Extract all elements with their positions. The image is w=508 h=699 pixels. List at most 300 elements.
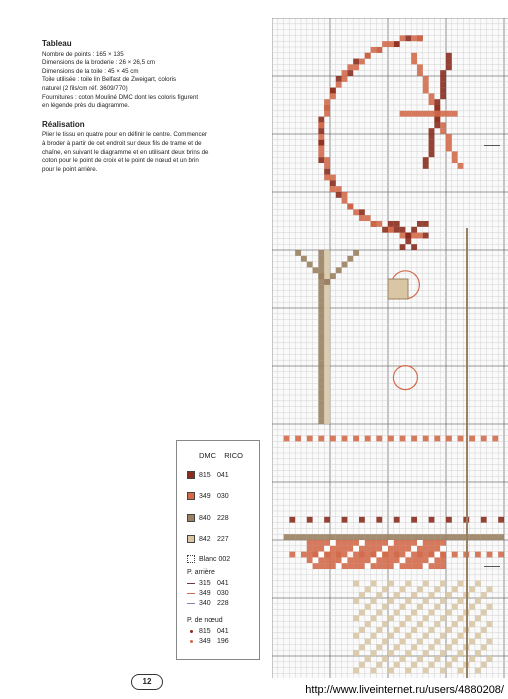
legend-cross-815 <box>187 469 229 481</box>
stitch-cell <box>440 534 446 540</box>
stitch-cell <box>417 563 423 569</box>
stitch-cell <box>347 64 353 70</box>
stitch-cell <box>342 76 348 82</box>
stitch-cell <box>434 540 440 546</box>
stitch-cell <box>423 563 429 569</box>
stitch-cell <box>301 534 307 540</box>
stitch-cell <box>446 517 452 523</box>
stitch-cell <box>446 436 452 442</box>
stitch-cell <box>353 633 359 639</box>
stitch-cell <box>382 534 388 540</box>
stitch-cell <box>313 552 319 558</box>
stitch-cell <box>394 563 400 569</box>
stitch-cell <box>336 552 342 558</box>
stitch-cell <box>336 540 342 546</box>
stitch-cell <box>376 557 382 563</box>
legend-cross-842 <box>187 533 229 545</box>
stitch-cell <box>487 552 493 558</box>
stitch-cell <box>359 546 365 552</box>
tableau-line: en légende près du diagramme. <box>42 102 130 110</box>
stitch-cell <box>318 563 324 569</box>
stitch-cell <box>324 175 330 181</box>
stitch-cell <box>423 436 429 442</box>
stitch-cell <box>498 552 504 558</box>
rico-code: 228 <box>217 514 229 522</box>
stitch-cell <box>324 157 330 163</box>
stitch-cell <box>475 650 481 656</box>
stitch-cell <box>434 586 440 592</box>
stitch-cell <box>359 215 365 221</box>
stitch-cell <box>417 70 423 76</box>
line-349-icon <box>187 593 195 594</box>
stitch-cell <box>388 563 394 569</box>
rico-code: 041 <box>217 627 229 635</box>
stitch-cell <box>498 534 504 540</box>
stitch-cell <box>324 534 330 540</box>
stitch-cell <box>324 546 330 552</box>
stitch-cell <box>342 198 348 204</box>
stitch-cell <box>365 436 371 442</box>
stitch-cell <box>289 552 295 558</box>
stitch-cell <box>359 592 365 598</box>
stitch-cell <box>405 546 411 552</box>
stitch-cell <box>400 540 406 546</box>
swatch-840-icon <box>187 514 195 522</box>
stitch-cell <box>434 604 440 610</box>
stitch-cell <box>382 227 388 233</box>
stitch-cell <box>458 615 464 621</box>
stitch-cell <box>458 633 464 639</box>
stitch-cell <box>307 534 313 540</box>
stitch-cell <box>394 41 400 47</box>
stitch-cell <box>469 621 475 627</box>
stitch-cell <box>405 633 411 639</box>
stitch-cell <box>446 64 452 70</box>
stitch-cell <box>313 557 319 563</box>
stitch-cell <box>376 552 382 558</box>
stitch-cell <box>330 180 336 186</box>
stitch-cell <box>405 557 411 563</box>
stitch-cell <box>318 401 324 407</box>
stitch-cell <box>440 668 446 674</box>
stitch-cell <box>429 517 435 523</box>
rico-code: 196 <box>217 637 229 645</box>
stitch-cell <box>400 233 406 239</box>
stitch-cell <box>359 563 365 569</box>
dmc-code: 815 <box>199 627 211 635</box>
dmc-code: Blanc <box>199 555 217 563</box>
stitch-cell <box>434 656 440 662</box>
stitch-cell <box>353 64 359 70</box>
stitch-cell <box>469 639 475 645</box>
stitch-cell <box>388 546 394 552</box>
stitch-cell <box>324 325 330 331</box>
stitch-cell <box>336 557 342 563</box>
rico-code: 041 <box>217 579 229 587</box>
stitch-cell <box>376 534 382 540</box>
stitch-cell <box>394 546 400 552</box>
stitch-cell <box>458 598 464 604</box>
stitch-cell <box>423 668 429 674</box>
stitch-cell <box>417 540 423 546</box>
stitch-cell <box>353 552 359 558</box>
stitch-cell <box>452 534 458 540</box>
legend-back-340 <box>187 597 229 609</box>
stitch-cell <box>371 47 377 53</box>
stitch-cell <box>336 534 342 540</box>
stitch-cell <box>382 586 388 592</box>
chart-background <box>272 18 508 678</box>
stitch-cell <box>336 186 342 192</box>
stitch-cell <box>359 627 365 633</box>
stitch-cell <box>492 436 498 442</box>
stitch-cell <box>318 540 324 546</box>
stitch-cell <box>324 418 330 424</box>
realisation-line: chaîne, en suivant le diagramme et en utilisant deux brins de <box>42 148 209 156</box>
stitch-cell <box>429 644 435 650</box>
stitch-cell <box>429 534 435 540</box>
swatch-842-icon <box>187 535 195 543</box>
stitch-cell <box>452 157 458 163</box>
stitch-cell <box>446 644 452 650</box>
stitch-cell <box>440 70 446 76</box>
stitch-cell <box>318 557 324 563</box>
stitch-cell <box>388 581 394 587</box>
stitch-cell <box>359 644 365 650</box>
stitch-cell <box>371 221 377 227</box>
stitch-cell <box>318 349 324 355</box>
stitch-cell <box>475 598 481 604</box>
stitch-cell <box>394 534 400 540</box>
stitch-cell <box>434 122 440 128</box>
stitch-cell <box>400 111 406 117</box>
stitch-cell <box>336 563 342 569</box>
stitch-cell <box>429 627 435 633</box>
stitch-cell <box>469 534 475 540</box>
stitch-cell <box>423 76 429 82</box>
stitch-cell <box>284 534 290 540</box>
stitch-cell <box>429 140 435 146</box>
stitch-cell <box>347 204 353 210</box>
legend-cross-349 <box>187 490 229 502</box>
stitch-cell <box>347 552 353 558</box>
dmc-code: 349 <box>199 637 211 645</box>
stitch-cell <box>342 192 348 198</box>
stitch-cell <box>324 366 330 372</box>
stitch-cell <box>347 540 353 546</box>
stitch-cell <box>324 395 330 401</box>
stitch-cell <box>423 157 429 163</box>
stitch-cell <box>411 59 417 65</box>
stitch-cell <box>400 227 406 233</box>
stitch-cell <box>284 436 290 442</box>
stitch-cell <box>417 546 423 552</box>
stitch-cell <box>365 53 371 59</box>
stitch-cell <box>417 35 423 41</box>
rico-code: 030 <box>217 492 229 500</box>
stitch-cell <box>365 552 371 558</box>
stitch-cell <box>342 70 348 76</box>
stitch-cell <box>487 639 493 645</box>
stitch-cell <box>359 209 365 215</box>
legend-cross-blanc <box>187 553 230 565</box>
realisation-line: pour le point arrière. <box>42 165 98 173</box>
stitch-cell <box>434 117 440 123</box>
stitch-cell <box>423 111 429 117</box>
stitch-cell <box>400 534 406 540</box>
stitch-cell <box>347 557 353 563</box>
stitch-cell <box>318 291 324 297</box>
stitch-cell <box>318 117 324 123</box>
stitch-cell <box>452 151 458 157</box>
stitch-cell <box>313 267 319 273</box>
legend-cross-840 <box>187 512 229 524</box>
stitch-cell <box>417 604 423 610</box>
stitch-cell <box>376 627 382 633</box>
stitch-cell <box>318 279 324 285</box>
stitch-cell <box>411 644 417 650</box>
stitch-cell <box>417 534 423 540</box>
stitch-cell <box>429 93 435 99</box>
tableau-line: naturel (2 fils/cm réf. 3609/770) <box>42 84 128 92</box>
stitch-cell <box>313 540 319 546</box>
stitch-cell <box>458 668 464 674</box>
stitch-cell <box>318 262 324 268</box>
stitch-cell <box>318 546 324 552</box>
stitch-cell <box>400 604 406 610</box>
stitch-cell <box>411 534 417 540</box>
stitch-cell <box>423 540 429 546</box>
stitch-cell <box>324 291 330 297</box>
stitch-cell <box>440 93 446 99</box>
tableau-line: Dimensions de la broderie : 26 × 26,5 cm <box>42 59 155 67</box>
stitch-cell <box>318 151 324 157</box>
stitch-cell <box>400 436 406 442</box>
stitch-cell <box>365 540 371 546</box>
stitch-cell <box>347 70 353 76</box>
stitch-cell <box>400 35 406 41</box>
stitch-cell <box>371 546 377 552</box>
stitch-cell <box>458 534 464 540</box>
stitch-cell <box>382 552 388 558</box>
stitch-cell <box>353 540 359 546</box>
stitch-cell <box>458 436 464 442</box>
stitch-cell <box>388 633 394 639</box>
stitch-cell <box>411 627 417 633</box>
stitch-cell <box>411 517 417 523</box>
stitch-cell <box>324 337 330 343</box>
stitch-cell <box>324 343 330 349</box>
stitch-cell <box>342 436 348 442</box>
stitch-cell <box>371 615 377 621</box>
stitch-cell <box>394 221 400 227</box>
stitch-cell <box>429 557 435 563</box>
tableau-line: Dimensions de la toile : 45 × 45 cm <box>42 67 139 75</box>
stitch-cell <box>434 534 440 540</box>
tableau-line: Toile utilisée : toile lin Belfast de Zweigart, coloris <box>42 76 177 84</box>
stitch-cell <box>434 99 440 105</box>
stitch-cell <box>324 163 330 169</box>
stitch-cell <box>318 267 324 273</box>
stitch-cell <box>423 163 429 169</box>
stitch-cell <box>330 88 336 94</box>
stitch-cell <box>400 656 406 662</box>
stitch-cell <box>487 586 493 592</box>
stitch-cell <box>481 662 487 668</box>
stitch-cell <box>324 302 330 308</box>
stitch-cell <box>388 540 394 546</box>
stitch-cell <box>295 250 301 256</box>
stitch-cell <box>318 314 324 320</box>
stitch-cell <box>452 656 458 662</box>
tableau-title: Tableau <box>42 39 72 48</box>
stitch-cell <box>388 668 394 674</box>
stitch-cell <box>365 215 371 221</box>
stitch-cell <box>481 644 487 650</box>
stitch-cell <box>318 134 324 140</box>
stitch-cell <box>318 378 324 384</box>
stitch-cell <box>318 354 324 360</box>
chart-grid <box>272 18 508 678</box>
stitch-cell <box>382 604 388 610</box>
stitch-cell <box>318 308 324 314</box>
stitch-cell <box>388 598 394 604</box>
stitch-cell <box>411 592 417 598</box>
stitch-cell <box>330 175 336 181</box>
knot-stitch-title: P. de nœud <box>187 617 223 624</box>
stitch-cell <box>388 436 394 442</box>
stitch-cell <box>411 233 417 239</box>
stitch-cell <box>417 233 423 239</box>
stitch-cell <box>394 557 400 563</box>
stitch-cell <box>411 610 417 616</box>
stitch-cell <box>400 639 406 645</box>
stitch-cell <box>307 262 313 268</box>
stitch-cell <box>324 105 330 111</box>
stitch-cell <box>318 389 324 395</box>
stitch-cell <box>307 436 313 442</box>
stitch-cell <box>330 534 336 540</box>
stitch-cell <box>318 383 324 389</box>
stitch-cell <box>400 546 406 552</box>
stitch-cell <box>440 76 446 82</box>
stitch-cell <box>376 610 382 616</box>
stitch-cell <box>318 372 324 378</box>
stitch-cell <box>365 656 371 662</box>
stitch-cell <box>446 134 452 140</box>
stitch-cell <box>411 557 417 563</box>
dmc-code: 340 <box>199 599 211 607</box>
stitch-cell <box>388 227 394 233</box>
line-340-icon <box>187 603 195 604</box>
legend-header-dmc: DMC <box>199 451 217 460</box>
stitch-cell <box>318 296 324 302</box>
stitch-cell <box>376 546 382 552</box>
stitch-cell <box>359 534 365 540</box>
rico-code: 002 <box>218 555 231 563</box>
stitch-cell <box>417 586 423 592</box>
cross-stitch-chart <box>272 18 508 678</box>
stitch-cell <box>353 436 359 442</box>
stitch-cell <box>324 308 330 314</box>
stitch-cell <box>342 534 348 540</box>
stitch-cell <box>446 140 452 146</box>
stitch-cell <box>376 592 382 598</box>
stitch-cell <box>446 59 452 65</box>
stitch-cell <box>336 546 342 552</box>
dmc-code: 349 <box>199 589 211 597</box>
stitch-cell <box>423 615 429 621</box>
stitch-cell <box>342 557 348 563</box>
stitch-cell <box>359 557 365 563</box>
stitch-cell <box>324 517 330 523</box>
stitch-cell <box>452 621 458 627</box>
stitch-cell <box>371 633 377 639</box>
stitch-cell <box>353 668 359 674</box>
stitch-cell <box>324 99 330 105</box>
stitch-cell <box>371 581 377 587</box>
stitch-cell <box>347 256 353 262</box>
stitch-cell <box>458 581 464 587</box>
stitch-cell <box>475 581 481 587</box>
stitch-cell <box>324 552 330 558</box>
stitch-cell <box>446 111 452 117</box>
stitch-cell <box>324 169 330 175</box>
stitch-cell <box>318 337 324 343</box>
stitch-cell <box>318 320 324 326</box>
stitch-cell <box>359 540 365 546</box>
stitch-cell <box>434 111 440 117</box>
stitch-cell <box>394 592 400 598</box>
stitch-cell <box>324 267 330 273</box>
stitch-cell <box>434 557 440 563</box>
rico-code: 041 <box>217 471 229 479</box>
stitch-cell <box>405 238 411 244</box>
stitch-cell <box>446 662 452 668</box>
stitch-cell <box>434 621 440 627</box>
stitch-cell <box>359 59 365 65</box>
rico-code: 030 <box>217 589 229 597</box>
stitch-cell <box>394 644 400 650</box>
center-arrow-bottom <box>484 566 500 567</box>
stitch-cell <box>342 563 348 569</box>
stitch-cell <box>376 644 382 650</box>
watermark-url: http://www.liveinternet.ru/users/4880208/ <box>305 684 504 696</box>
stitch-cell <box>336 192 342 198</box>
stitch-cell <box>365 563 371 569</box>
stitch-cell <box>440 598 446 604</box>
stitch-cell <box>318 273 324 279</box>
stitch-cell <box>475 534 481 540</box>
stitch-cell <box>440 650 446 656</box>
stitch-cell <box>405 563 411 569</box>
stitch-cell <box>365 557 371 563</box>
stitch-cell <box>411 227 417 233</box>
stitch-cell <box>318 140 324 146</box>
tableau-line: Fournitures : coton Mouliné DMC dont les coloris figurent <box>42 93 199 101</box>
stitch-cell <box>318 325 324 331</box>
color-legend <box>176 440 260 660</box>
stitch-cell <box>353 250 359 256</box>
dmc-code: 349 <box>199 492 211 500</box>
stitch-cell <box>492 534 498 540</box>
stitch-cell <box>353 534 359 540</box>
stitch-cell <box>324 331 330 337</box>
stitch-cell <box>330 552 336 558</box>
stitch-cell <box>318 146 324 152</box>
stitch-cell <box>318 157 324 163</box>
stitch-cell <box>330 273 336 279</box>
